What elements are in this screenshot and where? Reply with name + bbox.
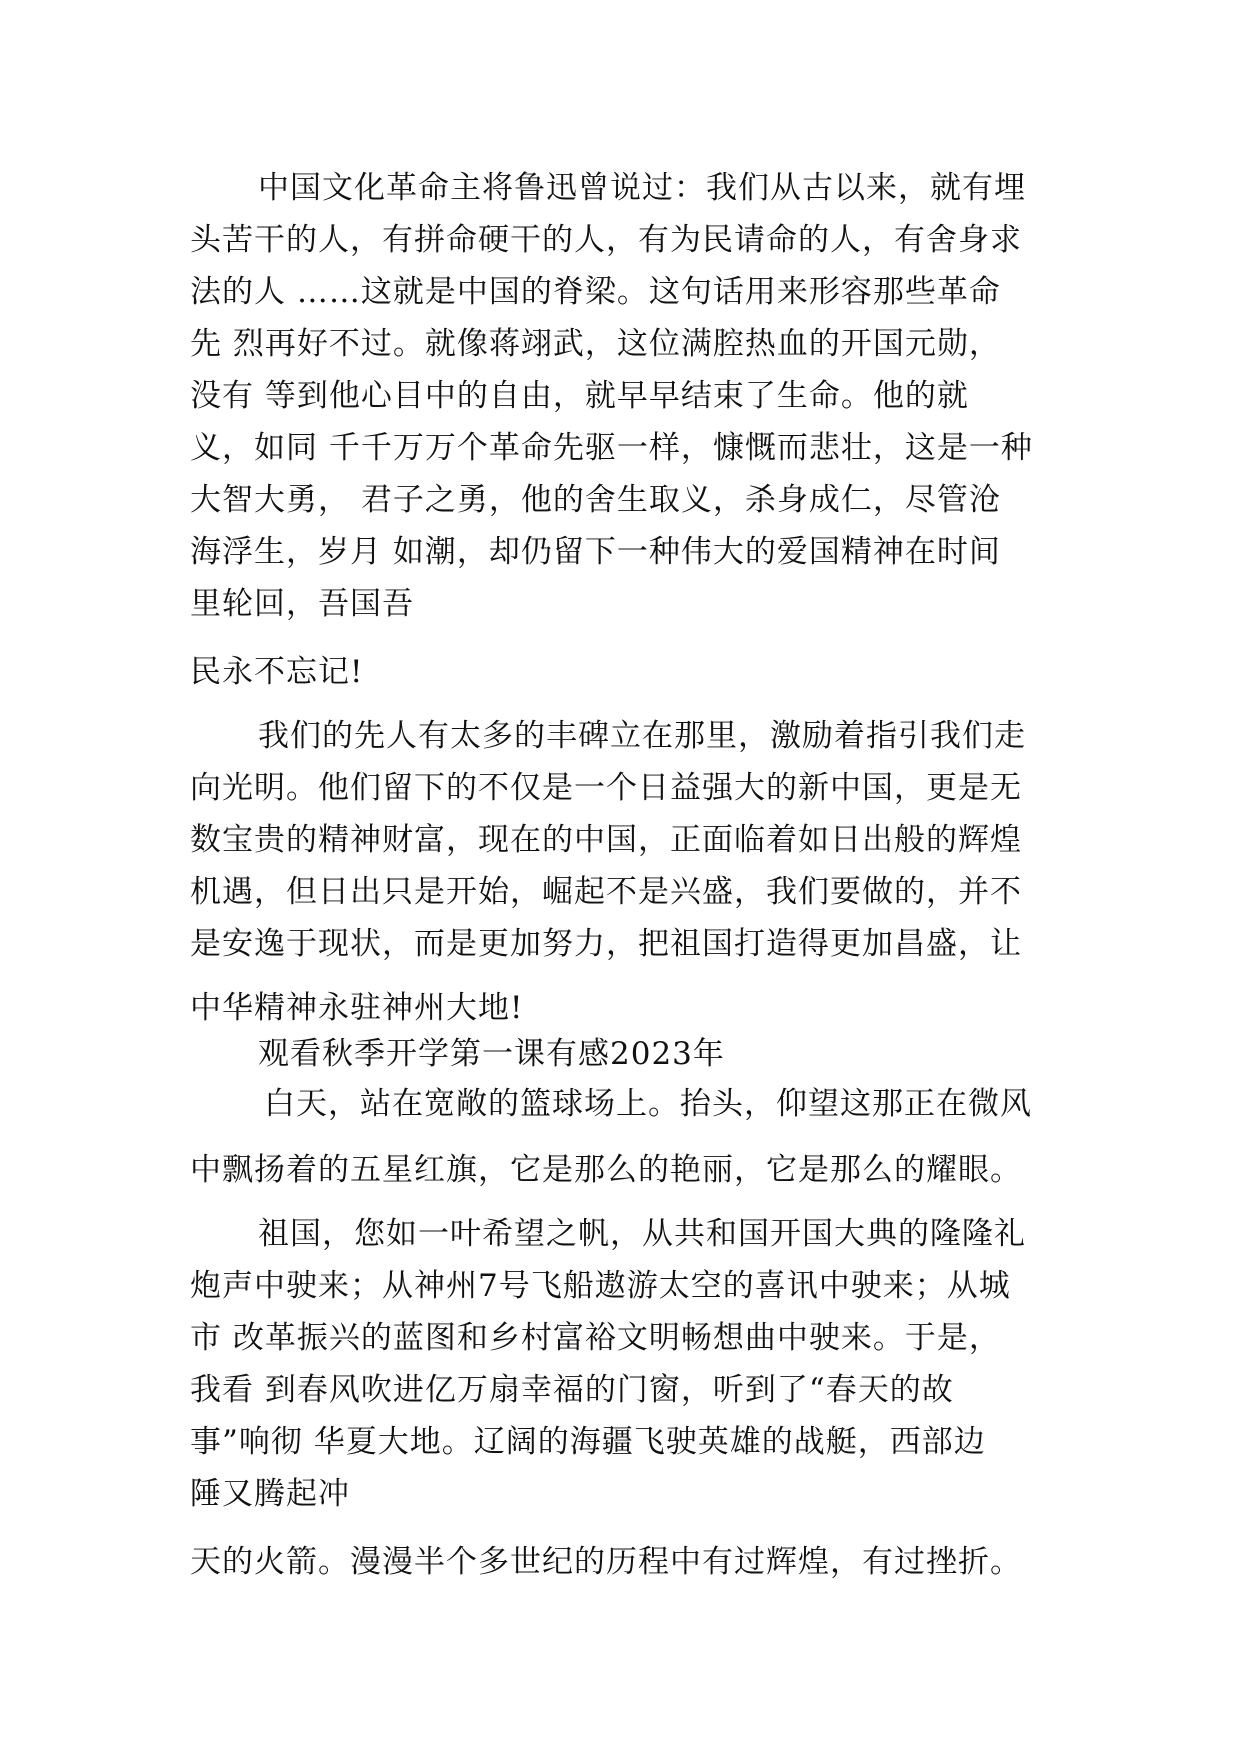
text-line: 先 烈再好不过。就像蒋翊武，这位满腔热血的开国元勋， (190, 326, 1001, 362)
text-line: 中华精神永驻神州大地! (190, 990, 524, 1026)
text-line: 白天，站在宽敞的篮球场上。抬头，仰望这那正在微风 (264, 1086, 1032, 1122)
text-line: 没有 等到他心目中的自由，就早早结束了生命。他的就 (190, 378, 969, 414)
article-heading: 观看秋季开学第一课有感2023年 (258, 1036, 725, 1072)
text-line: 天的火箭。漫漫半个多世纪的历程中有过辉煌，有过挫折。 (190, 1544, 1022, 1580)
text-line: 炮声中驶来；从神州7号飞船遨游太空的喜讯中驶来；从城 (190, 1268, 1011, 1304)
text-line: 是安逸于现状，而是更加努力，把祖国打造得更加昌盛，让 (190, 926, 1022, 962)
text-line: 机遇，但日出只是开始，崛起不是兴盛，我们要做的，并不 (190, 874, 1022, 910)
text-line: 义，如同 千千万万个革命先驱一样，慷慨而悲壮，这是一种 (190, 430, 1033, 466)
text-line: 民永不忘记! (190, 654, 364, 690)
text-line: 陲又腾起冲 (190, 1476, 350, 1512)
text-line: 中国文化革命主将鲁迅曾说过：我们从古以来，就有埋 (258, 170, 1026, 206)
text-line: 向光明。他们留下的不仅是一个日益强大的新中国，更是无 (190, 770, 1022, 806)
text-line: 事”响彻 华夏大地。辽阔的海疆飞驶英雄的战艇，西部边 (190, 1424, 986, 1460)
text-line: 中飘扬着的五星红旗，它是那么的艳丽，它是那么的耀眼。 (190, 1152, 1022, 1188)
text-line: 我们的先人有太多的丰碑立在那里，激励着指引我们走 (258, 718, 1026, 754)
text-line: 头苦干的人，有拼命硬干的人，有为民请命的人，有舍身求 (190, 222, 1022, 258)
text-line: 法的人 ……这就是中国的脊梁。这句话用来形容那些革命 (190, 274, 1001, 310)
text-line: 里轮回，吾国吾 (190, 586, 414, 622)
text-line: 数宝贵的精神财富，现在的中国，正面临着如日出般的辉煌 (190, 822, 1022, 858)
text-line: 海浮生，岁月 如潮，却仍留下一种伟大的爱国精神在时间 (190, 534, 1001, 570)
text-line: 我看 到春风吹进亿万扇幸福的门窗，听到了“春天的故 (190, 1372, 954, 1408)
text-line: 市 改革振兴的蓝图和乡村富裕文明畅想曲中驶来。于是， (190, 1320, 1001, 1356)
text-line: 祖国，您如一叶希望之帆，从共和国开国大典的隆隆礼 (258, 1216, 1026, 1252)
text-line: 大智大勇， 君子之勇，他的舍生取义，杀身成仁，尽管沧 (190, 482, 1001, 518)
